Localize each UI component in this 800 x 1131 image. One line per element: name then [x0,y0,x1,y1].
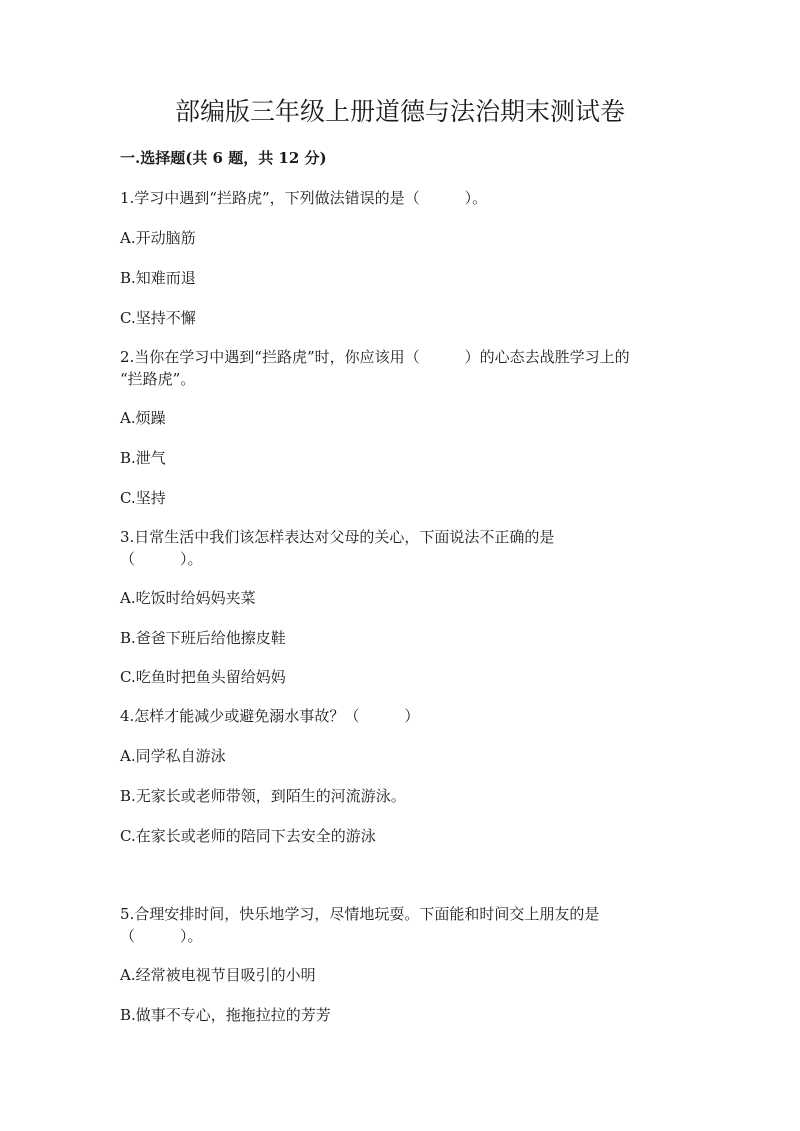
question-3-option-c: C.吃鱼时把鱼头留给妈妈 [120,668,286,686]
question-1-option-c: C.坚持不懈 [120,309,196,327]
question-3-text-line-1: 3.日常生活中我们该怎样表达对父母的关心，下面说法不正确的是 [120,528,555,546]
question-3-text-line-2: （ ）。 [120,550,203,568]
question-3-option-b: B.爸爸下班后给他擦皮鞋 [120,629,286,647]
question-5-text-line-1: 5.合理安排时间，快乐地学习，尽情地玩耍。下面能和时间交上朋友的是 [120,905,600,923]
question-1-option-b: B.知难而退 [120,269,196,287]
question-1-option-a: A.开动脑筋 [120,229,196,247]
section-heading: 一.选择题(共 6 题，共 12 分) [120,149,327,167]
question-2-text-line-2: “拦路虎”。 [120,370,196,388]
question-4-option-a: A.同学私自游泳 [120,747,226,765]
question-4-option-b: B.无家长或老师带领，到陌生的河流游泳。 [120,787,406,805]
question-5-text-line-2: （ ）。 [120,927,203,945]
question-2-option-c: C.坚持 [120,489,166,507]
question-2-option-a: A.烦躁 [120,409,166,427]
question-1-text: 1.学习中遇到“拦路虎”，下列做法错误的是（ ）。 [120,189,488,207]
document-title: 部编版三年级上册道德与法治期末测试卷 [174,97,625,126]
question-3-option-a: A.吃饭时给妈妈夹菜 [120,589,256,607]
question-4-text: 4.怎样才能减少或避免溺水事故？（ ） [120,707,420,725]
question-4-option-c: C.在家长或老师的陪同下去安全的游泳 [120,827,376,845]
question-2-text-line-1: 2.当你在学习中遇到“拦路虎”时，你应该用（ ）的心态去战胜学习上的 [120,348,630,366]
question-5-option-b: B.做事不专心，拖拖拉拉的芳芳 [120,1006,331,1024]
question-5-option-a: A.经常被电视节目吸引的小明 [120,966,316,984]
question-2-option-b: B.泄气 [120,449,166,467]
